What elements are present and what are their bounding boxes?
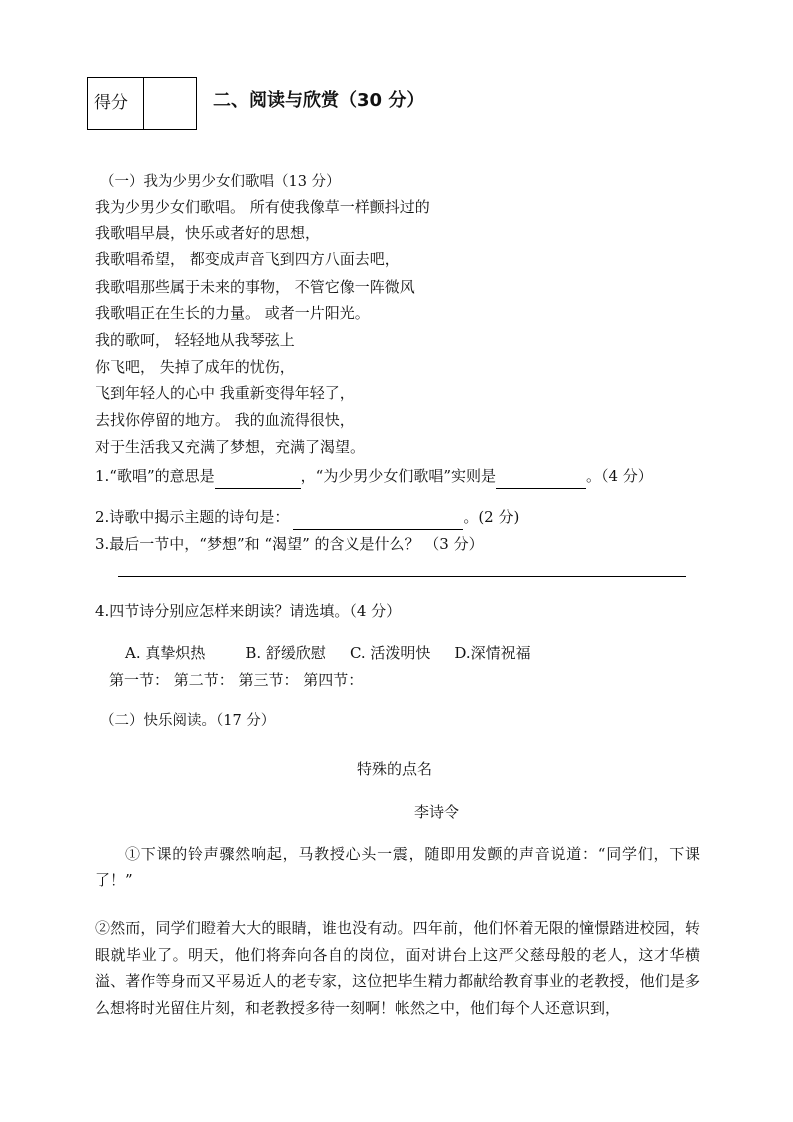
score-value-cell	[144, 78, 196, 129]
poem-line: 我歌唱早晨，快乐或者好的思想，	[95, 224, 321, 242]
part1-heading: （一）我为少男少女们歌唱（13 分）	[100, 174, 341, 190]
question-4: 4.四节诗分别应怎样来朗读？请选填。（4 分）	[95, 602, 402, 620]
q1-prompt: 1.“歌唱”的意思是	[95, 467, 215, 485]
score-label: 得分	[88, 78, 144, 129]
poem-line: 我的歌呵， 轻轻地从我琴弦上	[95, 331, 295, 349]
q4-option-b: B. 舒缓欣慰	[245, 644, 326, 662]
poem-line: 我为少男少女们歌唱。 所有使我像草一样颤抖过的	[95, 198, 430, 216]
q3-answer-line[interactable]	[118, 576, 686, 577]
question-3: 3.最后一节中，“梦想”和 “渴望” 的含义是什么？ （3 分）	[95, 535, 484, 553]
poem-line: 去找你停留的地方。 我的血流得很快，	[95, 411, 355, 429]
q1-answer-blank-2[interactable]	[496, 488, 586, 489]
q4-options	[125, 640, 531, 666]
poem-line: 我歌唱正在生长的力量。 或者一片阳光。	[95, 304, 370, 322]
question-2	[95, 504, 519, 530]
q2-prompt: 2.诗歌中揭示主题的诗句是：	[95, 508, 290, 526]
article-title: 特殊的点名	[357, 760, 433, 778]
article-paragraph-2: ②然而，同学们瞪着大大的眼睛，谁也没有动。四年前，他们怀着无限的憧憬踏进校园，转眼就毕业了。明天，他们将奔向各自的岗位，面对讲台上这严父慈母般的老人，这才华横溢、著作等身而又平易近人的老专家，这位把毕生精力都献给教育事业的老教授，他们是多么想将时光留住片刻，和老教授多待一刻啊！帐然之中，他们每个人还意识到，	[95, 919, 700, 1017]
question-1	[95, 463, 653, 489]
poem-line: 你飞吧， 失掉了成年的忧伤，	[95, 358, 295, 376]
q1-score: 。（4 分）	[586, 467, 653, 485]
q4-stanza-fill: 第一节： 第二节： 第三节： 第四节：	[109, 671, 364, 689]
part2-heading: （二）快乐阅读。（17 分）	[100, 713, 276, 729]
section-title: 二、阅读与欣赏（30 分）	[213, 90, 425, 111]
q4-option-c: C. 活泼明快	[349, 644, 431, 662]
poem-line: 我歌唱那些属于未来的事物， 不管它像一阵微风	[95, 278, 415, 296]
score-box	[87, 77, 197, 130]
q1-prompt-2: ，“为少男少女们歌唱”实则是	[300, 467, 496, 485]
poem-line: 飞到年轻人的心中 我重新变得年轻了，	[95, 384, 355, 402]
poem-line: 我歌唱希望， 都变成声音飞到四方八面去吧，	[95, 250, 400, 268]
article-author: 李诗令	[414, 803, 460, 821]
q4-option-d: D.深情祝福	[454, 644, 531, 662]
q4-option-a: A. 真挚炽热	[125, 644, 206, 662]
article-paragraph-1: ①下课的铃声骤然响起，马教授心头一震，随即用发颤的声音说道：“同学们，下课了！”	[95, 845, 700, 889]
q1-answer-blank-1[interactable]	[215, 488, 301, 489]
poem-line: 对于生活我又充满了梦想，充满了渴望。	[95, 438, 366, 456]
q2-answer-blank[interactable]	[293, 529, 463, 530]
q2-score: 。(2 分)	[463, 508, 520, 526]
